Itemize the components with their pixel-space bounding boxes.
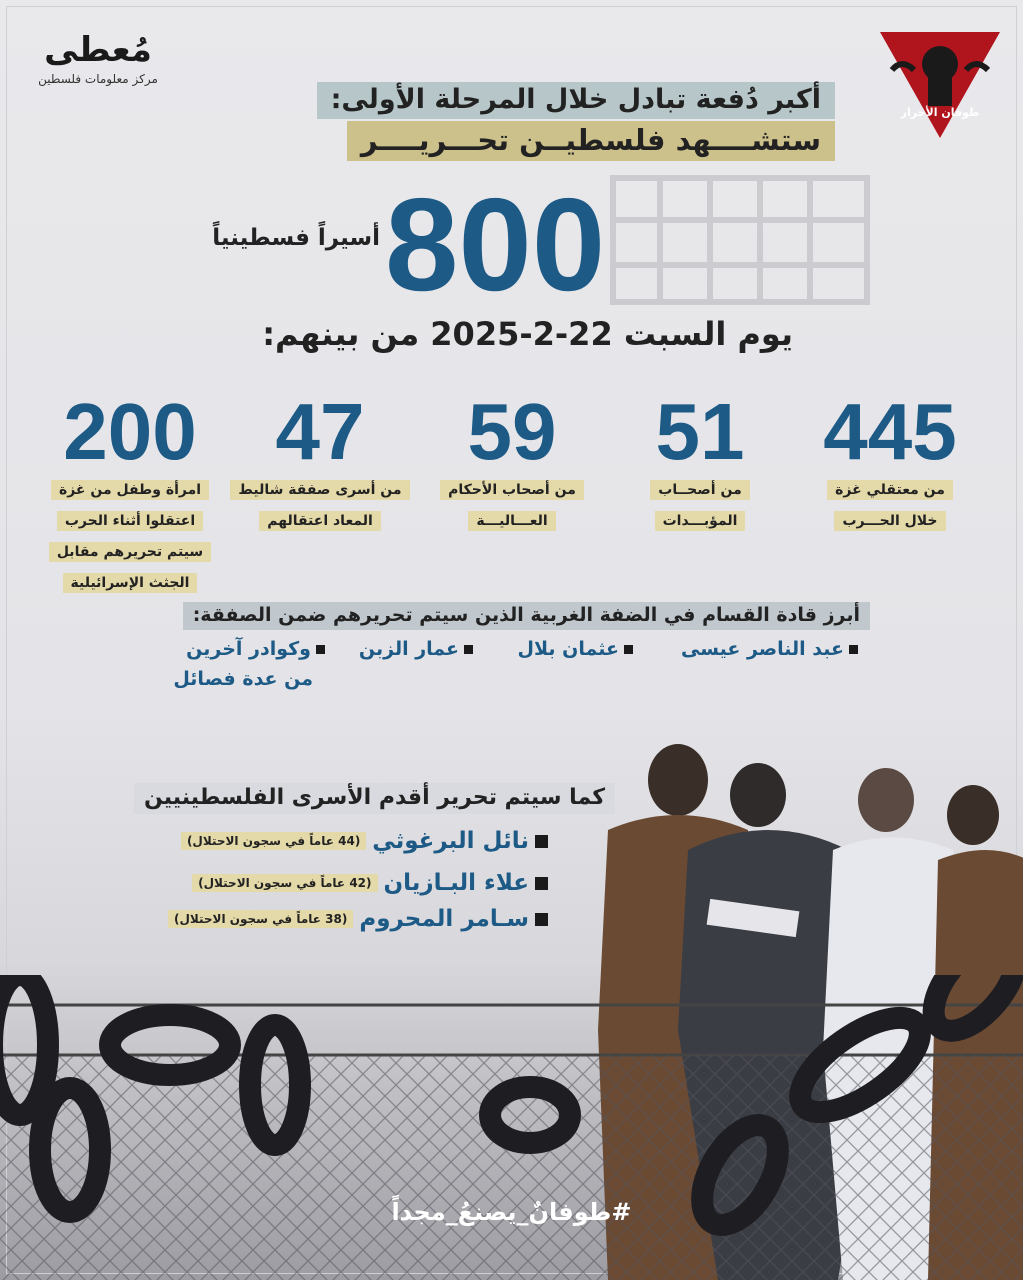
headline-line-1: أكبر دُفعة تبادل خلال المرحلة الأولى: xyxy=(317,82,835,119)
stat-line: من أصحاب الأحكام xyxy=(440,480,584,500)
stat-line: المعاد اعتقالهم xyxy=(259,511,381,531)
stat-line: العـــاليـــة xyxy=(468,511,555,531)
main-number: 800 xyxy=(385,171,606,318)
leaders-heading: أبرز قادة القسام في الضفة الغربية الذين سيتم تحريرهم ضمن الصفقة: xyxy=(183,602,870,630)
stat-line: سيتم تحريرهم مقابل xyxy=(49,542,211,562)
oldest-prisoner-row xyxy=(192,870,548,896)
leader-name: عبد الناصر عيسى xyxy=(681,638,844,660)
stat-shalit-rearrested xyxy=(220,387,420,531)
bullet-icon xyxy=(535,835,548,848)
headline-line-2: ستشــــهد فلسطيــن تحـــريــــر xyxy=(347,121,835,161)
leader-item xyxy=(518,638,634,660)
prisoner-years: (42 عاماً في سجون الاحتلال) xyxy=(192,874,377,892)
leader-name: عثمان بلال xyxy=(517,638,619,660)
bullet-icon xyxy=(849,645,858,654)
leader-item xyxy=(359,638,473,660)
bullet-icon xyxy=(464,645,473,654)
stat-high-sentences xyxy=(412,387,612,531)
stat-number: 59 xyxy=(467,387,557,476)
stat-women-children xyxy=(30,387,230,593)
main-number-label: أسيراً فسطينياً xyxy=(212,225,380,251)
bullet-icon xyxy=(535,877,548,890)
leader-item-continued: من عدة فصائل xyxy=(173,668,313,690)
date-line: يوم السبت 22-2-2025 من بينهم: xyxy=(262,315,793,353)
stat-line: من معتقلي غزة xyxy=(827,480,953,500)
stat-line: خلال الحـــرب xyxy=(834,511,945,531)
prisoner-years: (38 عاماً في سجون الاحتلال) xyxy=(168,910,353,928)
oldest-prisoner-row xyxy=(181,828,548,854)
stat-line: امرأة وطفل من غزة xyxy=(51,480,209,500)
hashtag: #طوفانٌ_يصنعُ_مجداً xyxy=(391,1198,632,1226)
brand-logo-text: مُعطى xyxy=(44,30,152,70)
stat-gaza-detainees xyxy=(790,387,990,531)
stat-number: 47 xyxy=(275,387,365,476)
stat-line: من أصحــاب xyxy=(650,480,749,500)
fence-and-chains-illustration xyxy=(0,975,1023,1280)
prisoner-name: نائل البرغوثي xyxy=(372,828,529,854)
stat-line: من أسرى صفقة شاليط xyxy=(230,480,409,500)
leader-name: وكوادر آخرين xyxy=(186,638,311,660)
stat-line: الجثث الإسرائيلية xyxy=(63,573,198,593)
stat-line: المؤبـــدات xyxy=(655,511,746,531)
stat-number: 445 xyxy=(823,387,957,476)
prisoner-name: سـامر المحروم xyxy=(359,906,529,932)
stat-line: اعتقلوا أثناء الحرب xyxy=(57,511,203,531)
stat-life-sentences xyxy=(600,387,800,531)
bullet-icon xyxy=(316,645,325,654)
stat-number: 51 xyxy=(655,387,745,476)
oldest-prisoners-heading: كما سيتم تحرير أقدم الأسرى الفلسطينيين xyxy=(134,783,615,814)
leader-item xyxy=(681,638,858,660)
brand-subtitle: مركز معلومات فلسطين xyxy=(38,72,158,86)
bullet-icon xyxy=(624,645,633,654)
toofan-logo xyxy=(878,30,1002,140)
leader-item xyxy=(186,638,325,660)
stat-number: 200 xyxy=(63,387,197,476)
brand-logo xyxy=(28,30,168,86)
bullet-icon xyxy=(535,913,548,926)
oldest-prisoner-row xyxy=(168,906,548,932)
toofan-logo-text: طوفان الأحرار xyxy=(900,106,980,119)
leader-name: عمار الزبن xyxy=(358,638,459,660)
prisoner-years: (44 عاماً في سجون الاحتلال) xyxy=(181,832,366,850)
prisoner-name: علاء البـازيان xyxy=(383,870,529,896)
